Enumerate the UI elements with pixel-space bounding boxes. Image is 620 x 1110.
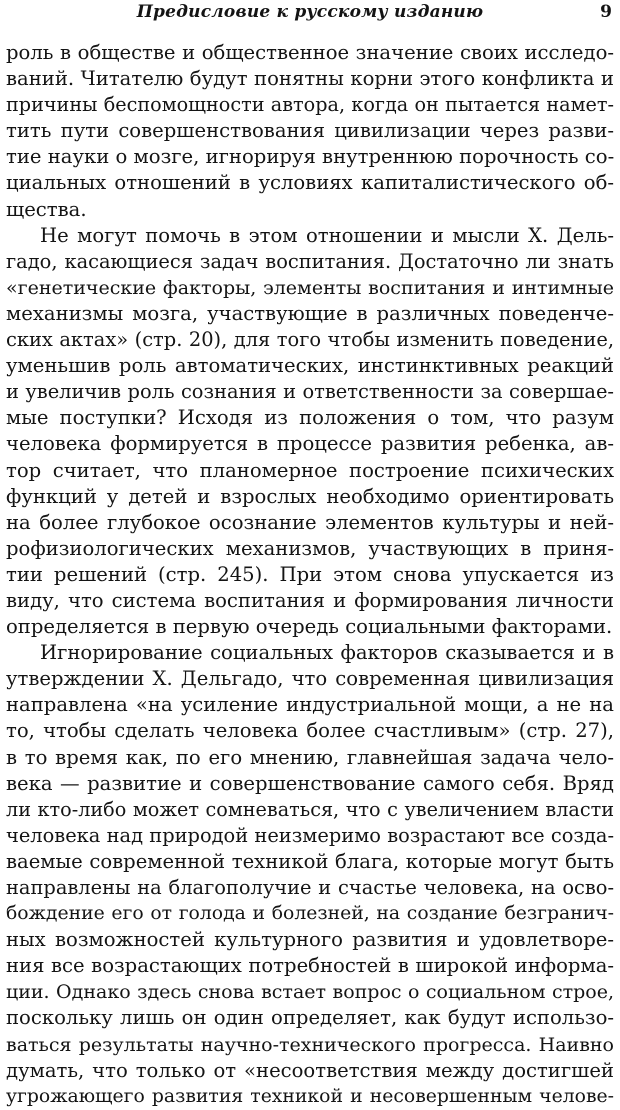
text-line: Игнорирование социальных факторов сказывается и в <box>40 641 614 665</box>
text-line: тии решений (стр. 245). При этом снова упускается из <box>6 562 614 586</box>
text-line: в то время как, по его мнению, главнейшая задача чело- <box>6 745 614 769</box>
text-line: ния все возрастающих потребностей в широкой информа- <box>6 954 614 978</box>
text-line: и увеличив роль сознания и ответственности за совершае- <box>6 380 614 404</box>
text-line: ции. Однако здесь снова встает вопрос о социальном строе, <box>6 981 614 1004</box>
book-page <box>6 0 614 1107</box>
text-line: на более глубокое осознание элементов культуры и ней- <box>6 510 614 534</box>
text-line: рофизиологических механизмов, участвующих в приня- <box>6 536 614 560</box>
text-line: ных возможностей культурного развития и удовлетворе- <box>6 928 614 952</box>
text-line: циальных отношений в условиях капиталистического об- <box>6 171 614 195</box>
text-line: направлены на благополучие и счастье человека, на осво- <box>6 876 614 899</box>
text-line: Не могут помочь в этом отношении и мысли Х. Дель- <box>40 223 614 247</box>
text-line: роль в обществе и общественное значение своих исследо- <box>6 41 614 64</box>
text-line: ваемые современной техникой блага, которые могут быть <box>6 849 614 873</box>
text-line: направлена «на усиление индустриальной мощи, а не на <box>6 693 614 717</box>
text-line: функций у детей и взрослых необходимо ориентировать <box>6 484 614 508</box>
text-line: поскольку лишь он один определяет, как будут использо- <box>6 1006 614 1030</box>
text-line: гадо, касающиеся задач воспитания. Достаточно ли знать <box>6 249 614 273</box>
text-line: ваний. Читателю будут понятны корни этого конфликта и <box>6 67 614 91</box>
text-line: щества. <box>6 197 87 221</box>
text-line: определяется в первую очередь социальными факторами. <box>6 615 613 639</box>
text-line: тор считает, что планомерное построение психических <box>6 458 614 482</box>
page-header <box>6 0 614 30</box>
body-text <box>6 40 614 1110</box>
text-line: мые поступки? Исходя из положения о том, что разум <box>6 406 614 430</box>
text-line: механизмы мозга, участвующие в различных поведенче- <box>6 301 614 325</box>
text-line: утверждении Х. Дельгадо, что современная цивилизация <box>6 667 614 691</box>
text-line: человека над природой неизмеримо возрастают все созда- <box>6 823 614 847</box>
text-line: виду, что система воспитания и формирования личности <box>6 588 614 612</box>
text-line: думать, что только от «несоответствия между достигшей <box>6 1058 614 1082</box>
page-number: 9 <box>600 2 612 22</box>
text-line: человека формируется в процессе развития ребенка, ав- <box>6 432 614 456</box>
text-line: то, чтобы сделать человека более счастливым» (стр. 27), <box>6 719 614 743</box>
text-line: уменьшив роль автоматических, инстинктивных реакций <box>6 354 614 378</box>
text-line: ли кто-либо может сомневаться, что с увеличением власти <box>6 797 614 821</box>
text-line: бождение его от голода и болезней, на создание безгранич- <box>6 903 614 925</box>
text-line: угрожающего развития техникой и несовершенным челове- <box>6 1085 614 1107</box>
running-title: Предисловие к русскому изданию <box>136 2 484 22</box>
text-line: тие науки о мозге, игнорируя внутреннюю порочность со- <box>6 145 614 169</box>
text-line: тить пути совершенствования цивилизации через разви- <box>6 119 614 143</box>
text-line: ских актах» (стр. 20), для того чтобы изменить поведение, <box>6 328 614 352</box>
text-line: века — развитие и совершенствование самого себя. Вряд <box>6 771 614 795</box>
text-line: ваться результаты научно-технического прогресса. Наивно <box>6 1033 614 1056</box>
text-line: причины беспомощности автора, когда он пытается намет- <box>6 93 614 117</box>
text-line: «генетические факторы, элементы воспитания и интимные <box>6 276 614 299</box>
